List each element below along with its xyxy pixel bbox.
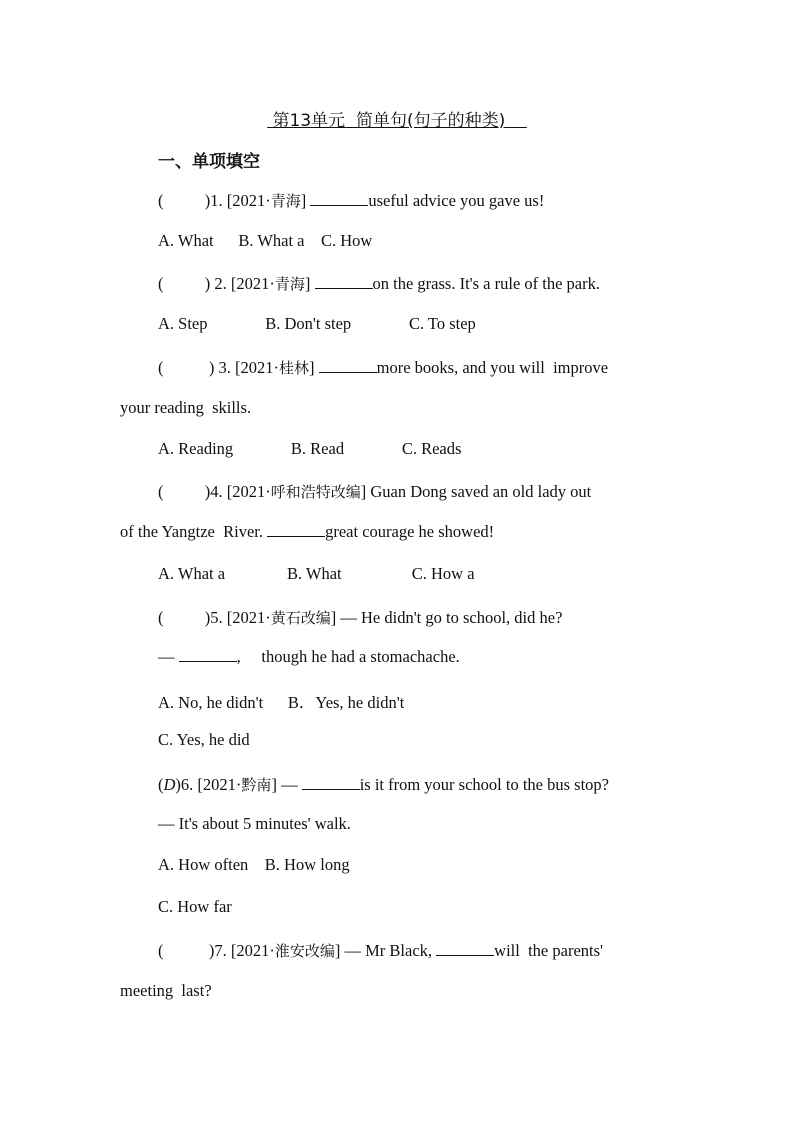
question-4-continuation: of the Yangtze River. great courage he showed! xyxy=(120,522,495,541)
question-1-stem: ( )1. [2021·青海] useful advice you gave us! xyxy=(158,191,545,210)
title-unit: 第13单元 xyxy=(272,111,346,131)
answer-blank[interactable] xyxy=(179,660,237,662)
option-b: B. Don't step xyxy=(265,314,352,333)
question-6-stem: (D)6. [2021·黔南] — is it from your school to the bus stop? xyxy=(158,775,610,794)
answer-blank[interactable] xyxy=(315,287,373,289)
answer-blank[interactable] xyxy=(310,204,368,206)
question-5-option-c: C. Yes, he did xyxy=(158,730,250,749)
option-c: C. Reads xyxy=(401,439,462,458)
option-a: A. What a xyxy=(158,564,226,583)
option-c: C. How xyxy=(321,231,373,250)
question-6-reply: — It's about 5 minutes' walk. xyxy=(158,814,351,833)
question-6-options-ab xyxy=(158,855,350,875)
answer-blank[interactable] xyxy=(436,954,494,956)
question-4-stem: ( )4. [2021·呼和浩特改编] Guan Dong saved an old lady out xyxy=(158,482,592,501)
question-5-options-ab xyxy=(158,689,404,713)
option-b: B. How long xyxy=(264,855,350,874)
question-1-options xyxy=(158,231,372,251)
option-b: B．Yes, he didn't xyxy=(287,693,405,712)
option-c: C. How a xyxy=(411,564,475,583)
answer-blank[interactable] xyxy=(267,535,325,537)
question-4-options xyxy=(158,564,475,584)
question-7-continuation: meeting last? xyxy=(120,981,212,1000)
option-a: A. Step xyxy=(158,314,208,333)
question-2-options xyxy=(158,314,476,334)
question-6-option-c: C. How far xyxy=(158,897,232,916)
section-heading: 一、单项填空 xyxy=(158,152,260,172)
question-5-stem: ( )5. [2021·黄石改编] — He didn't go to school, did he? xyxy=(158,608,563,627)
option-b: B. Read xyxy=(290,439,345,458)
title-topic: 简单句(句子的种类) xyxy=(355,111,506,131)
question-2-stem: ( ) 2. [2021·青海] on the grass. It's a rule of the park. xyxy=(158,274,601,293)
question-3-options xyxy=(158,439,461,459)
option-a: A. How often xyxy=(158,855,249,874)
question-7-stem: ( )7. [2021·淮安改编] — Mr Black, will the parents' xyxy=(158,941,603,960)
question-5-reply: — , though he had a stomachache. xyxy=(158,647,460,666)
answer-blank[interactable] xyxy=(302,788,360,790)
option-b: B. What a xyxy=(238,231,305,250)
option-b: B. What xyxy=(286,564,342,583)
option-a: A. Reading xyxy=(158,439,234,458)
page-title xyxy=(0,106,794,131)
option-a: A. What xyxy=(158,231,214,250)
question-3-continuation: your reading skills. xyxy=(120,398,252,417)
answer-blank[interactable] xyxy=(319,371,377,373)
filled-answer: D xyxy=(163,775,176,794)
option-a: A. No, he didn't xyxy=(158,693,264,712)
question-3-stem: ( ) 3. [2021·桂林] more books, and you will improve xyxy=(158,358,609,377)
option-c: C. To step xyxy=(408,314,476,333)
